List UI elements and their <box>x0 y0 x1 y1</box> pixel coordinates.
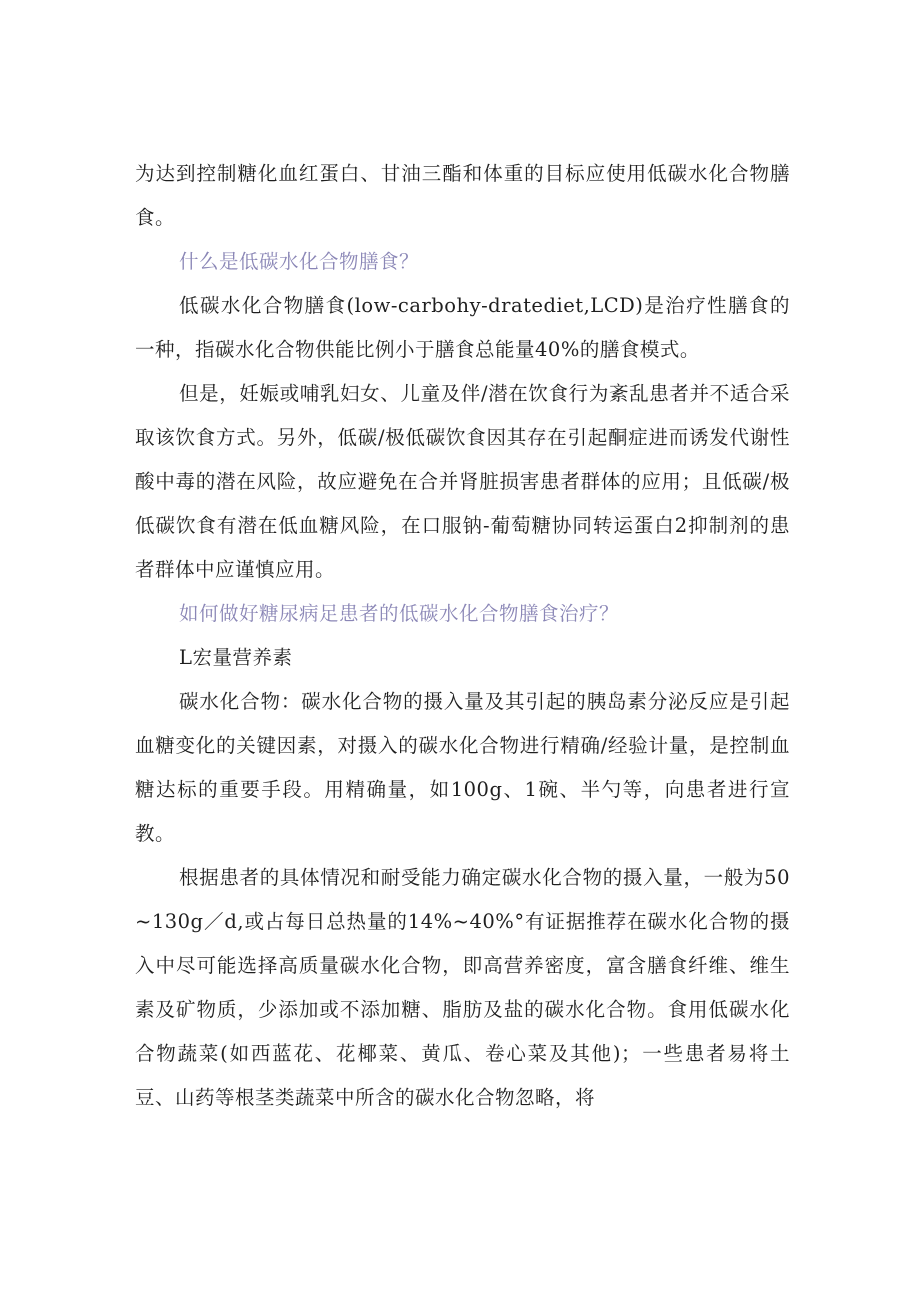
document-body <box>135 152 790 1120</box>
paragraph-intro: 为达到控制糖化血红蛋白、甘油三酯和体重的目标应使用低碳水化合物膳食。 <box>135 162 790 229</box>
paragraph-contraindications: 但是，妊娠或哺乳妇女、儿童及伴/潜在饮食行为紊乱患者并不适合采取该饮食方式。另外，低碳/极低碳饮食因其存在引起酮症进而诱发代谢性酸中毒的潜在风险，故应避免在合并肾脏损害患者群体的应用；且低碳/极低碳饮食有潜在低血糖风险，在口服钠-葡萄糖协同转运蛋白2抑制剂的患者群体中应谨慎应用。 <box>135 382 790 581</box>
paragraph-lcd-definition: 低碳水化合物膳食(low-carbohy-dratediet,LCD)是治疗性膳食的一种，指碳水化合物供能比例小于膳食总能量40%的膳食模式。 <box>135 294 790 361</box>
section-heading-what-is-lcd: 什么是低碳水化合物膳食？ <box>179 250 420 273</box>
paragraph-carbohydrates: 碳水化合物：碳水化合物的摄入量及其引起的胰岛素分泌反应是引起血糖变化的关键因素，对摄入的碳水化合物进行精确/经验计量，是控制血糖达标的重要手段。用精确量，如100g、1碗、半勺等，向患者进行宣教。 <box>135 690 790 845</box>
paragraph-intake-amount: 根据患者的具体情况和耐受能力确定碳水化合物的摄入量，一般为50~130g／d,或占每日总热量的14%~40%°有证据推荐在碳水化合物的摄入中尽可能选择高质量碳水化合物，即高营养密度，富含膳食纤维、维生素及矿物质，少添加或不添加糖、脂肪及盐的碳水化合物。食用低碳水化合物蔬菜(如西蓝花、花椰菜、黄瓜、卷心菜及其他)；一些患者易将土豆、山药等根茎类蔬菜中所含的碳水化合物忽略，将 <box>135 866 790 1109</box>
section-heading-how-to-treat: 如何做好糖尿病足患者的低碳水化合物膳食治疗？ <box>179 602 620 625</box>
subheading-macronutrients: L宏量营养素 <box>179 646 293 669</box>
